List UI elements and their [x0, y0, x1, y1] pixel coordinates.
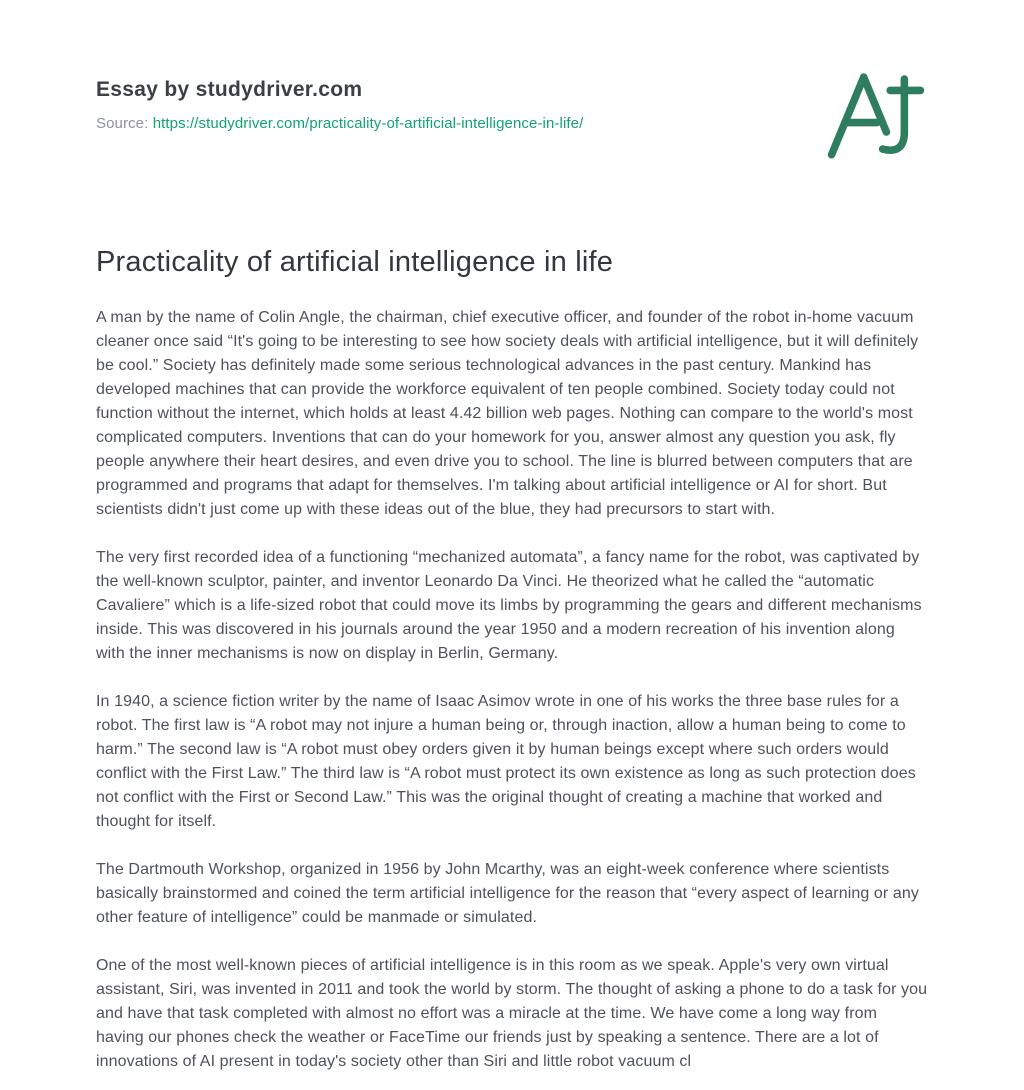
essay-paragraph-2: The very first recorded idea of a functioning “mechanized automata”, a fancy name for the robot, was captivated by the well-known sculptor, painter, and inventor Leonardo Da Vinci. He theorized what he called the “automatic Cavaliere” which is a life-sized robot that could move its limbs by programming the gears and different mechanisms inside. This was discovered in his journals around the year 1950 and a modern recreation of his invention along with the inner mechanisms is now on display in Berlin, Germany. — [96, 549, 922, 662]
essay-paragraph-5: One of the most well-known pieces of artificial intelligence is in this room as we speak. Apple's very own virtual assistant, Siri, was invented in 2011 and took the world by storm. The thought of asking a phone to do a task for you and have that task completed with almost no effort was a miracle at the time. We have come a long way from having our phones check the weather or FaceTime our friends just by speaking a sentence. There are a lot of innovations of AI present in today's society other than Siri and little robot vacuum cl — [96, 957, 928, 1070]
source-label: Source: — [96, 115, 149, 132]
source-link[interactable]: https://studydriver.com/practicality-of-artificial-intelligence-in-life/ — [152, 115, 584, 132]
essay-paragraph-1: A man by the name of Colin Angle, the chairman, chief executive officer, and founder of the robot in-home vacuum cleaner once said “It's going to be interesting to see how society deals with artificial intelligence, but it will definitely be cool.” Society has definitely made some serious technological advances in the past century. Mankind has developed machines that can provide the workforce equivalent of ten people combined. Society today could not function without the internet, which holds at least 4.42 billion web pages. Nothing can compare to the world's most complicated computers. Inventions that can do your homework for you, answer almost any question you ask, fly people anywhere their heart desires, and even drive you to school. The line is blurred between computers that are programmed and programs that adapt for themselves. I'm talking about artificial intelligence or AI for short. But scientists didn't just come up with these ideas out of the blue, they had precursors to start with. — [96, 309, 919, 518]
essay-title: Practicality of artificial intelligence in life — [96, 246, 614, 278]
source-row — [96, 115, 928, 132]
essay-paragraph-4: The Dartmouth Workshop, organized in 1956 by John Mcarthy, was an eight-week conference where scientists basically brainstormed and coined the term artificial intelligence for the reason that “every aspect of learning or any other feature of intelligence” could be manmade or simulated. — [96, 861, 919, 926]
studydriver-logo-icon — [824, 68, 928, 162]
essay-paragraph-3: In 1940, a science fiction writer by the name of Isaac Asimov wrote in one of his works the three base rules for a robot. The first law is “A robot may not injure a human being or, through inaction, allow a human being to come to harm.” The second law is “A robot must obey orders given it by human beings except where such orders would conflict with the First Law.” The third law is “A robot must protect its own existence as long as such protection does not conflict with the First or Second Law.” This was the original thought of creating a machine that worked and thought for itself. — [96, 693, 916, 830]
byline: Essay by studydriver.com — [96, 78, 363, 101]
